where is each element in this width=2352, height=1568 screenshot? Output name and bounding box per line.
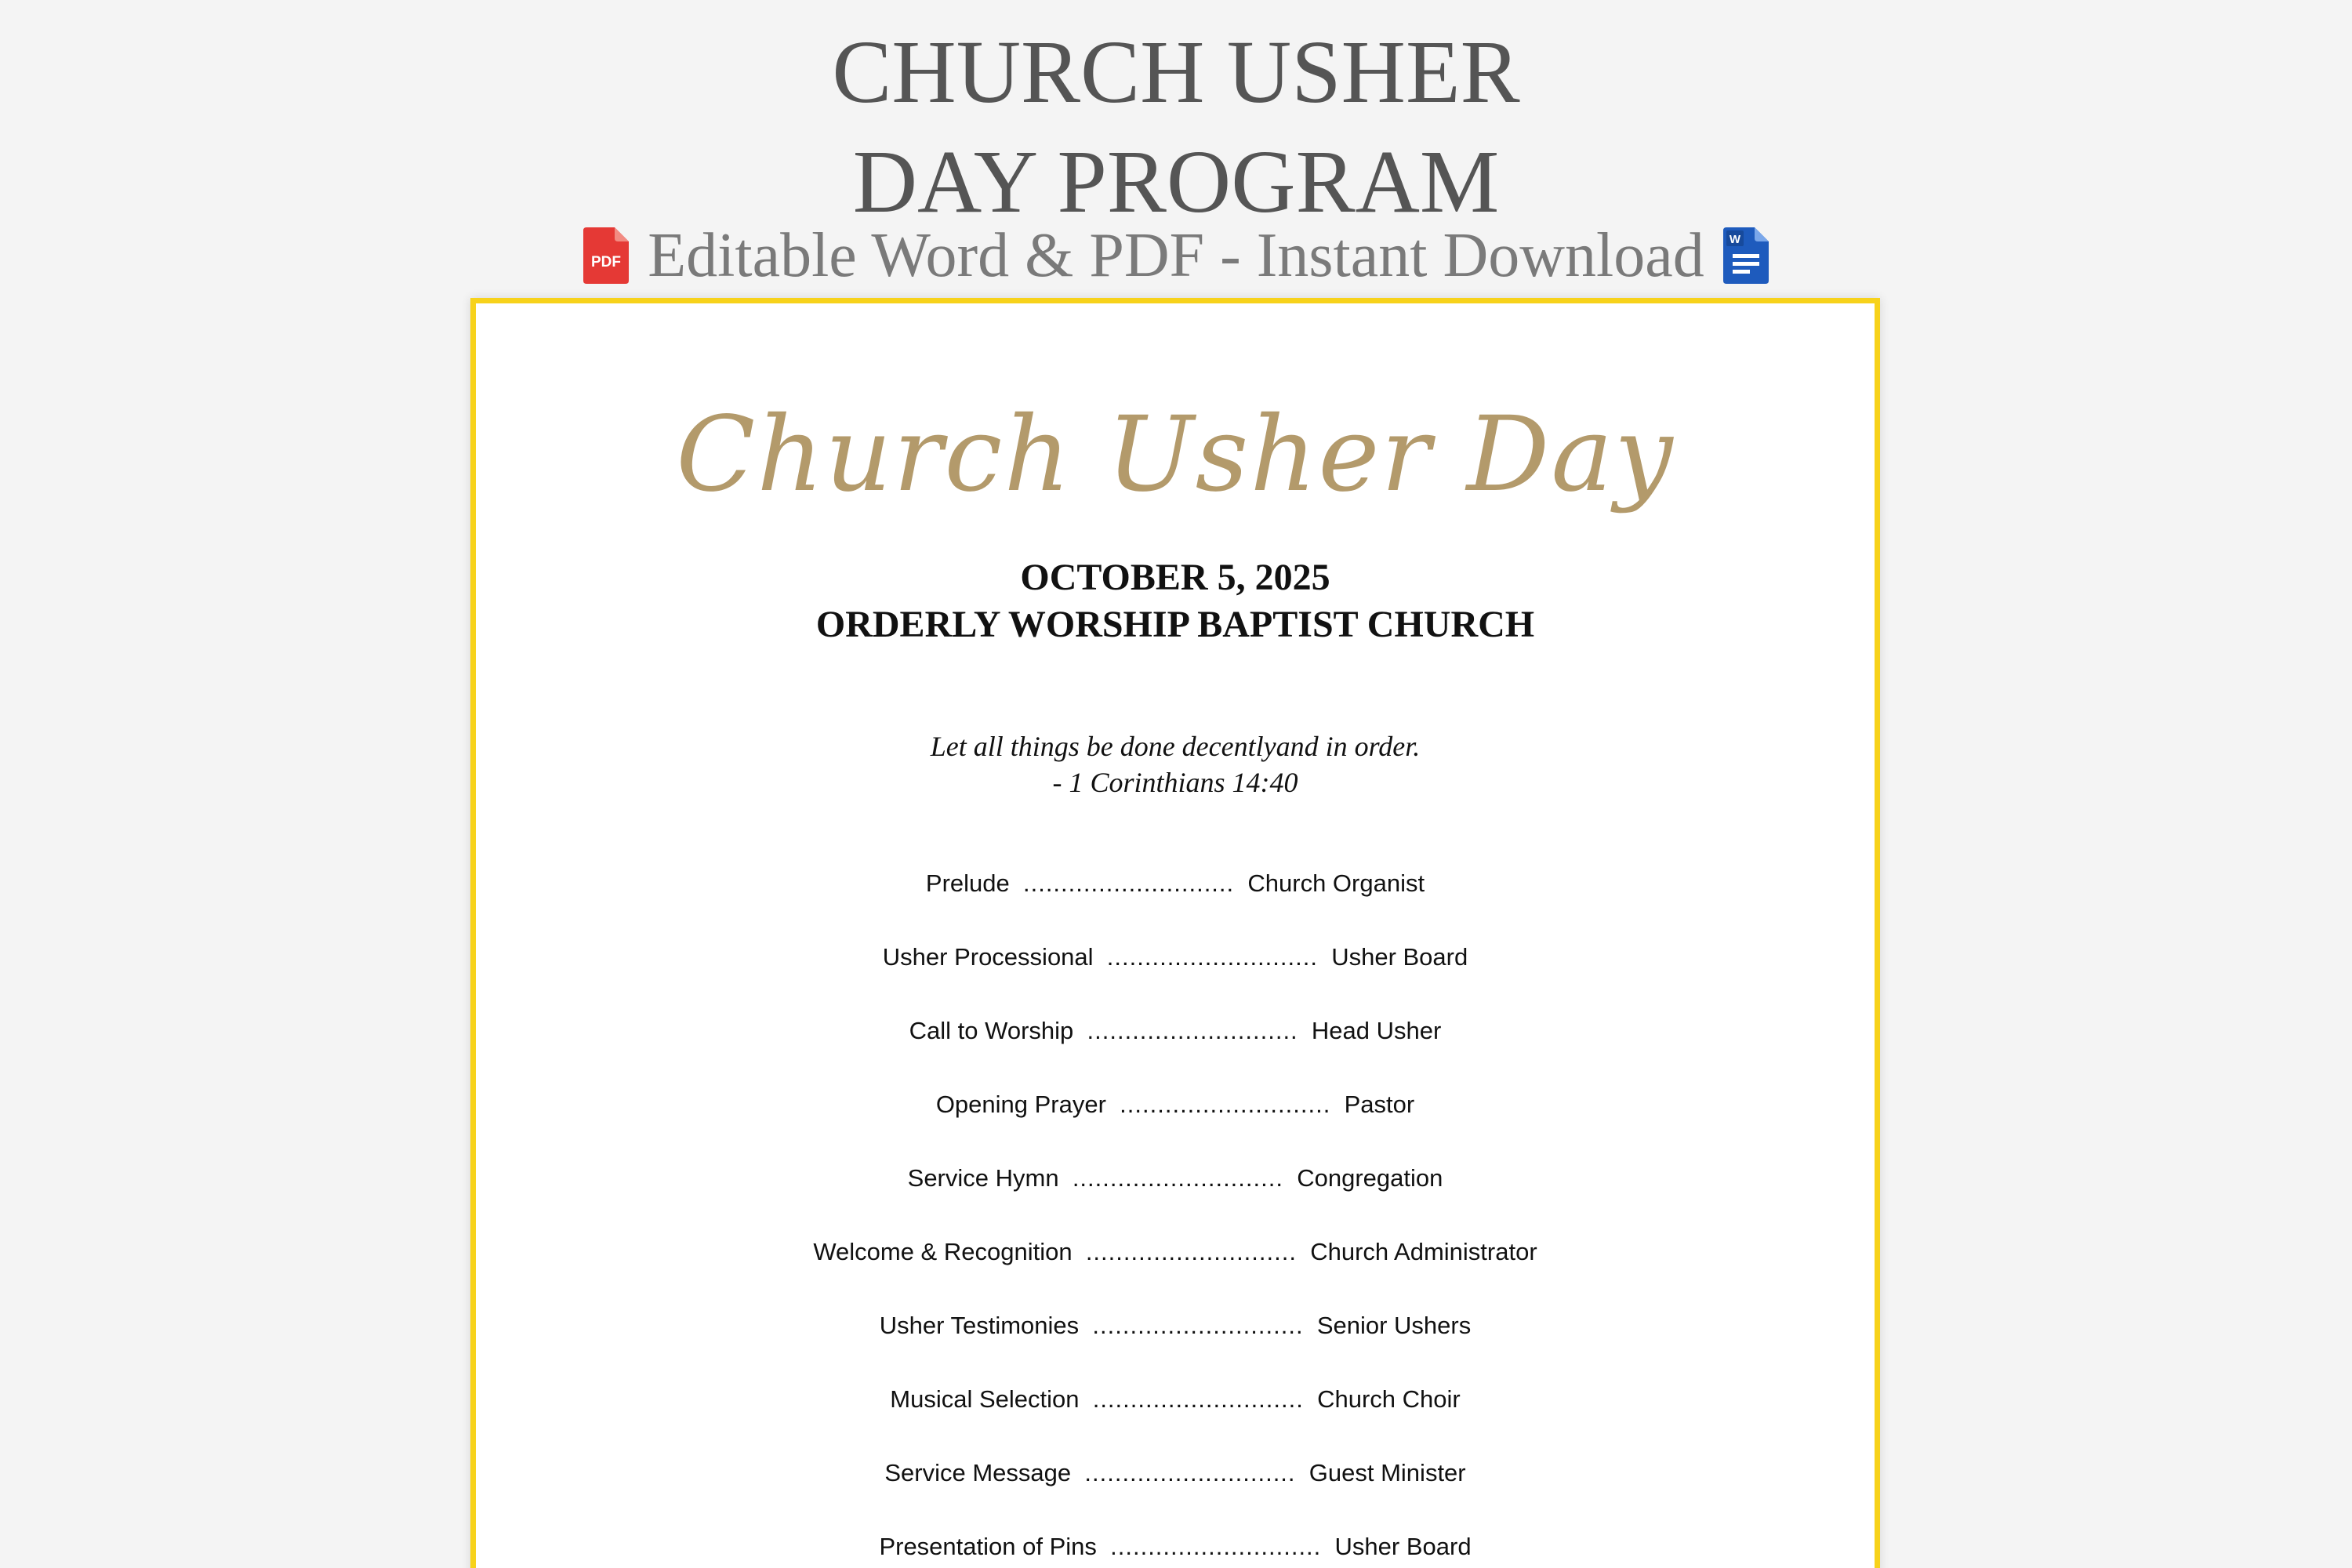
program-item — [476, 1310, 1875, 1384]
program-participant: Guest Minister — [1308, 1459, 1466, 1486]
program-item — [476, 1089, 1875, 1163]
program-part: Usher Processional — [882, 943, 1094, 971]
program-part: Call to Worship — [909, 1017, 1074, 1044]
program-participant: Usher Board — [1334, 1533, 1472, 1560]
program-page — [470, 298, 1880, 1568]
program-item — [476, 1384, 1875, 1457]
program-part: Opening Prayer — [935, 1091, 1106, 1118]
program-item — [476, 942, 1875, 1015]
banner-title-line-2: DAY PROGRAM — [852, 132, 1500, 231]
word-icon-label: W — [1729, 233, 1740, 246]
leader-dots: ............................ — [1092, 1385, 1304, 1413]
leader-dots: ............................ — [1084, 1459, 1296, 1486]
script-title: Church Usher Day — [676, 394, 1675, 515]
program-participant: Church Organist — [1247, 869, 1425, 897]
leader-dots: ............................ — [1106, 943, 1318, 971]
program-part: Service Message — [884, 1459, 1072, 1486]
program-part: Service Hymn — [907, 1164, 1059, 1192]
program-part: Prelude — [925, 869, 1010, 897]
leader-dots: ............................ — [1092, 1312, 1304, 1339]
word-file-icon — [1723, 227, 1769, 284]
program-participant: Congregation — [1297, 1164, 1443, 1192]
program-part: Musical Selection — [890, 1385, 1080, 1413]
program-item — [476, 1531, 1875, 1568]
program-item — [476, 1457, 1875, 1531]
download-subtitle — [0, 218, 2352, 293]
leader-dots: ............................ — [1120, 1091, 1331, 1118]
program-participant: Church Administrator — [1310, 1238, 1537, 1265]
program-part: Usher Testimonies — [879, 1312, 1080, 1339]
program-part: Welcome & Recognition — [813, 1238, 1073, 1265]
subtitle-text: Editable Word & PDF - Instant Download — [648, 221, 1704, 290]
scripture-verse: Let all things be done decentlyand in order. — [930, 731, 1421, 762]
program-participant: Usher Board — [1331, 943, 1468, 971]
order-of-service — [476, 868, 1875, 1568]
program-part: Presentation of Pins — [879, 1533, 1097, 1560]
event-date: OCTOBER 5, 2025 — [1020, 557, 1330, 598]
program-participant: Senior Ushers — [1316, 1312, 1472, 1339]
leader-dots: ............................ — [1072, 1164, 1283, 1192]
program-item — [476, 1236, 1875, 1310]
program-participant: Pastor — [1344, 1091, 1415, 1118]
leader-dots: ............................ — [1087, 1017, 1298, 1044]
church-name: ORDERLY WORSHIP BAPTIST CHURCH — [815, 604, 1535, 645]
leader-dots: ............................ — [1110, 1533, 1322, 1560]
scripture-reference: - 1 Corinthians 14:40 — [1052, 767, 1298, 798]
program-item — [476, 1163, 1875, 1236]
pdf-icon-label: PDF — [591, 254, 622, 270]
program-participant: Head Usher — [1311, 1017, 1442, 1044]
program-item — [476, 1015, 1875, 1089]
banner-title-line-1: CHURCH USHER — [832, 22, 1520, 122]
leader-dots: ............................ — [1085, 1238, 1297, 1265]
program-item — [476, 868, 1875, 942]
leader-dots: ............................ — [1022, 869, 1235, 897]
program-participant: Church Choir — [1317, 1385, 1461, 1413]
pdf-file-icon — [583, 227, 629, 284]
